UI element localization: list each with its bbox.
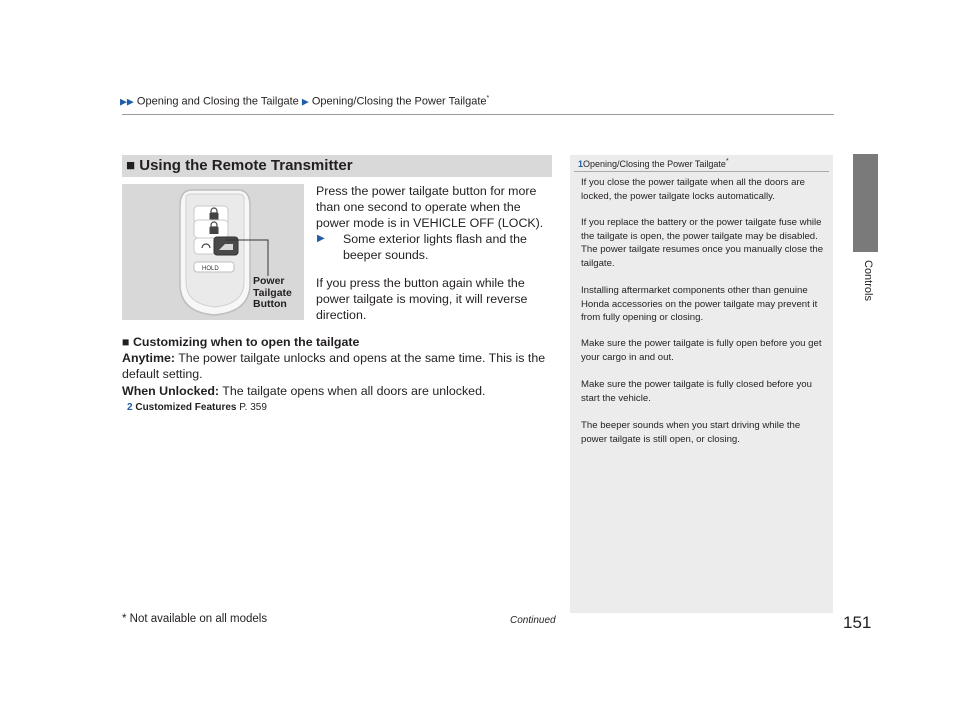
note-paragraph: If you replace the battery or the power tailgate fuse while the tailgate is open, the power tailgate may be disabled. The power tailgate resumes once you manually close the tailgate. (581, 217, 824, 269)
svg-text:HOLD: HOLD (202, 266, 219, 272)
figure-callout-label: Power Tailgate Button (253, 275, 292, 310)
section-title: ■ Using the Remote Transmitter (126, 157, 353, 174)
remote-transmitter-figure (122, 184, 304, 320)
customized-features-link[interactable]: 2 Customized Features P. 359 (127, 401, 267, 413)
breadcrumb (120, 95, 489, 108)
side-tab-marker (853, 154, 878, 252)
note-paragraph: Make sure the power tailgate is fully closed before you start the vehicle. (581, 379, 812, 404)
page-reference-icon: 2 (127, 401, 133, 413)
subsection (122, 334, 562, 416)
note-paragraph: Make sure the power tailgate is fully open before you get your cargo in and out. (581, 338, 822, 363)
continued-label: Continued (510, 615, 556, 626)
breadcrumb-item-power-tailgate[interactable]: Opening/Closing the Power Tailgate (311, 95, 487, 108)
breadcrumb-item-tailgate[interactable]: Opening and Closing the Tailgate (136, 95, 299, 108)
page-number: 151 (843, 613, 872, 632)
subsection-heading: ■ Customizing when to open the tailgate (122, 335, 360, 349)
anytime-option: Anytime: The power tailgate unlocks and opens at the same time. This is the default setting. (122, 351, 546, 382)
note-marker-icon: 1 (578, 159, 584, 169)
notes-title: 1Opening/Closing the Power Tailgate* (578, 158, 729, 169)
reverse-note-paragraph: If you press the button again while the power tailgate is moving, it will reverse direction. (316, 276, 528, 323)
note-paragraph: The beeper sounds when you start driving while the power tailgate is still open, or closing. (581, 420, 801, 445)
instruction-paragraph: Press the power tailgate button for more than one second to operate when the power mode is in VEHICLE OFF (LOCK). (316, 184, 544, 231)
footnote-star: * (486, 95, 490, 102)
instruction-subpoint: ▶ Some exterior lights flash and the beeper sounds. (317, 232, 527, 263)
when-unlocked-option: When Unlocked: The tailgate opens when all doors are unlocked. (122, 383, 486, 398)
header-divider (122, 114, 834, 115)
chevron-right-icon: ▶ (301, 96, 309, 107)
note-paragraph: If you close the power tailgate when all the doors are locked, the power tailgate locks automatically. (581, 177, 805, 202)
side-tab-label[interactable]: Controls (862, 260, 874, 301)
footnote: * Not available on all models (122, 613, 268, 625)
chevron-right-icon: ▶▶ (120, 96, 134, 107)
notes-divider (574, 171, 829, 172)
arrow-icon: ▶ (317, 233, 325, 244)
note-paragraph: Installing aftermarket components other than genuine Honda accessories on the power tailgate may prevent it from fully opening or closing. (581, 285, 818, 324)
